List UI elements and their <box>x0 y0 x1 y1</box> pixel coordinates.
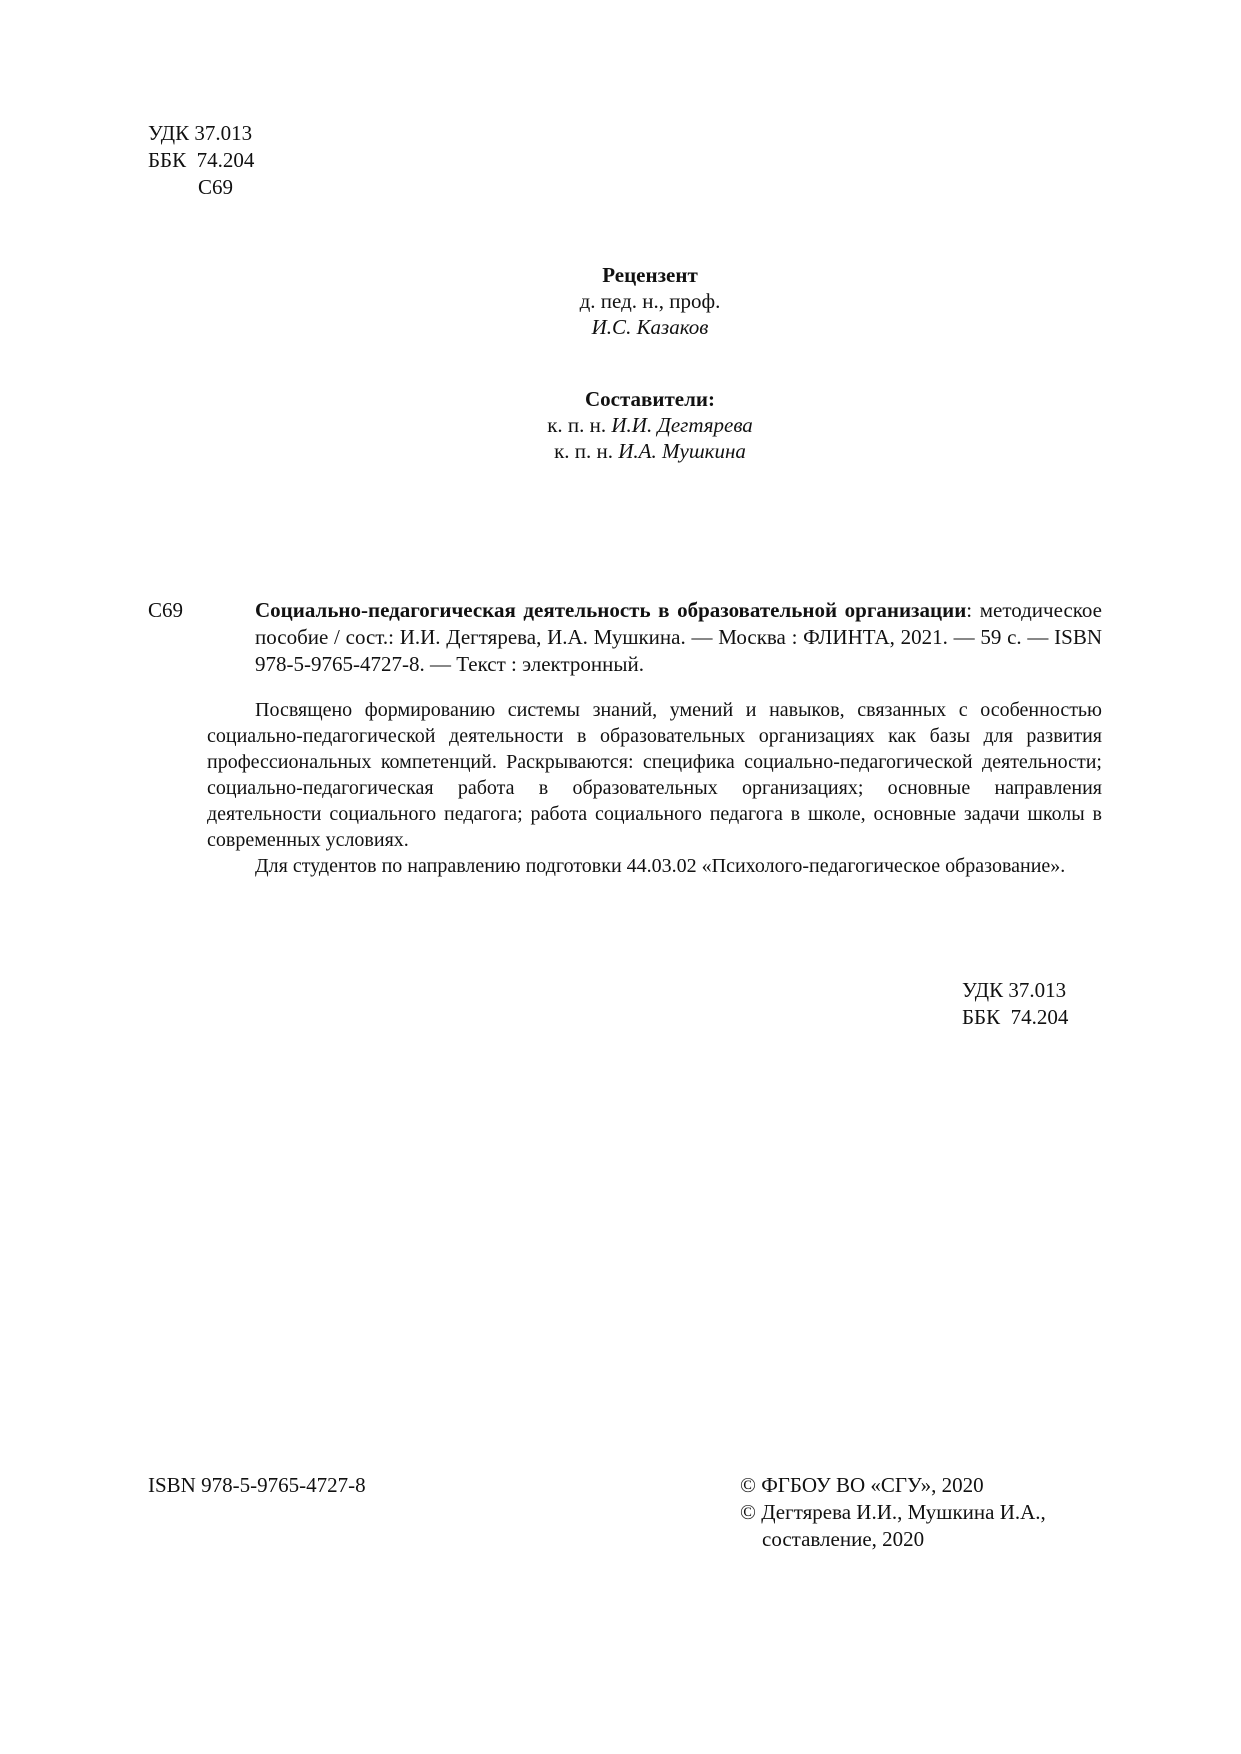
book-title: Социально-педагогическая деятельность в образовательной организации <box>255 598 967 622</box>
compiler-name: И.И. Дегтярева <box>611 413 753 437</box>
compilers-block <box>450 386 850 464</box>
udk-code: УДК 37.013 <box>962 978 1067 1002</box>
copyright-publisher: © ФГБОУ ВО «СГУ», 2020 <box>740 1473 984 1497</box>
compilers-label: Составители: <box>584 387 715 411</box>
compiler-entry <box>450 412 850 438</box>
reviewer-label: Рецензент <box>602 263 698 287</box>
top-classification-codes <box>148 120 348 201</box>
compiler-name: И.А. Мушкина <box>618 439 746 463</box>
reviewer-block <box>450 262 850 340</box>
reviewer-degree: д. пед. н., проф. <box>579 289 721 313</box>
udk-code: УДК 37.013 <box>148 121 253 145</box>
compiler-degree: к. п. н. <box>547 413 607 437</box>
bibliographic-record <box>207 597 1102 678</box>
title-colon: : <box>966 598 973 622</box>
record-details: методическое пособие / сост.: И.И. Дегтярева, И.А. Мушкина. — Москва : ФЛИНТА, 2021. — 59 с. — ISBN 978-5-9765-4727-8. — Текст : электронный. <box>255 598 1102 676</box>
record-author-mark: С69 <box>148 598 184 622</box>
bbk-code: ББК 74.204 <box>962 1005 1069 1029</box>
copyright-block <box>740 1472 1140 1553</box>
record-text <box>207 597 1102 678</box>
isbn: ISBN 978-5-9765-4727-8 <box>148 1473 366 1497</box>
bbk-code: ББК 74.204 <box>148 148 255 172</box>
author-mark: С69 <box>198 175 234 199</box>
copyright-compilers: © Дегтярева И.И., Мушкина И.А., <box>740 1500 1046 1524</box>
reviewer-name: И.С. Казаков <box>591 315 709 339</box>
compiler-entry <box>450 438 850 464</box>
compiler-degree: к. п. н. <box>554 439 614 463</box>
annotation <box>207 697 1102 879</box>
bottom-classification-codes <box>962 977 1162 1031</box>
annotation-paragraph: Посвящено формированию системы знаний, умений и навыков, связанных с особенностью социально-педагогической деятельности в образовательных организациях как базы для развития профессиональных компетенций. Раскрываются: специфика социально-педагогической деятельности; социально-педагогическая работа в образовательных организациях; основные направления деятельности социального педагога; работа социального педагога в школе, основные задачи школы в современных условиях. <box>207 699 1102 851</box>
copyright-compilers-continued: составление, 2020 <box>762 1527 925 1551</box>
audience-paragraph: Для студентов по направлению подготовки 44.03.02 «Психолого-педагогическое образование». <box>255 855 1066 877</box>
